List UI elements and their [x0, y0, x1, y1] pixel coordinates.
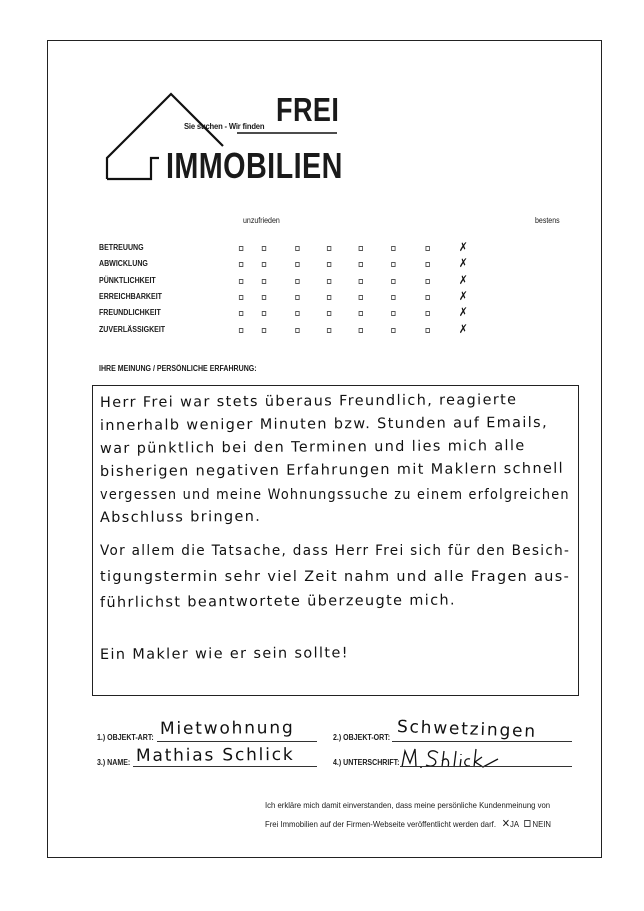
opinion-line: tigungstermin sehr viel Zeit nahm und alle Fragen aus- — [100, 569, 571, 585]
rating-checkbox[interactable] — [391, 295, 395, 300]
rating-checkbox[interactable] — [295, 279, 299, 284]
rating-checkbox[interactable] — [327, 246, 331, 251]
opinion-line: Vor allem die Tatsache, dass Herr Frei sich für den Besich- — [100, 543, 571, 559]
objekt-art-line — [157, 741, 317, 742]
rating-label: ABWICKLUNG — [99, 259, 148, 269]
opinion-label: IHRE MEINUNG / PERSÖNLICHE ERFAHRUNG: — [99, 364, 257, 373]
rating-checkbox[interactable] — [262, 295, 266, 300]
rating-checkbox[interactable] — [262, 279, 266, 284]
objekt-ort-label: 2.) OBJEKT-ORT: — [333, 733, 391, 742]
rating-checkbox[interactable] — [239, 279, 243, 284]
rating-checkbox[interactable] — [359, 262, 363, 267]
logo-word-frei: FREI — [276, 91, 340, 128]
logo-word-immobilien: IMMOBILIEN — [166, 145, 343, 186]
rating-row — [99, 305, 504, 320]
rating-checked-box[interactable]: ✗ — [458, 256, 468, 271]
rating-row — [99, 272, 504, 288]
opinion-line: führlichst beantwortete überzeugte mich. — [99, 592, 457, 611]
rating-checked-box[interactable]: ✗ — [458, 240, 468, 254]
rating-label: ZUVERLÄSSIGKEIT — [99, 324, 166, 334]
rating-checkbox[interactable] — [239, 328, 243, 333]
objekt-ort-value[interactable]: Schwetzingen — [396, 717, 538, 742]
rating-checkbox[interactable] — [239, 246, 243, 251]
rating-label: ERREICHBARKEIT — [99, 291, 162, 301]
rating-checkbox[interactable] — [262, 311, 266, 316]
rating-checked-box[interactable]: ✗ — [458, 305, 468, 320]
rating-checkbox[interactable] — [425, 262, 429, 267]
rating-checkbox[interactable] — [327, 262, 331, 267]
rating-checkbox[interactable] — [391, 246, 395, 251]
rating-checkbox[interactable] — [295, 246, 299, 251]
consent-yes-checkbox[interactable]: ✕ — [501, 817, 511, 830]
rating-checkbox[interactable] — [262, 328, 266, 333]
rating-checkbox[interactable] — [425, 295, 429, 300]
name-line — [133, 766, 317, 767]
rating-row — [99, 256, 504, 271]
rating-row — [99, 321, 504, 337]
opinion-line: bisherigen negativen Erfahrungen mit Maklern schnell — [99, 460, 565, 480]
consent-yes-label: JA — [510, 819, 519, 829]
rating-checkbox[interactable] — [327, 311, 331, 316]
rating-checkbox[interactable] — [425, 246, 429, 251]
rating-checkbox[interactable] — [391, 328, 395, 333]
rating-label: FREUNDLICHKEIT — [99, 308, 161, 318]
rating-checkbox[interactable] — [239, 311, 243, 316]
rating-checked-box[interactable]: ✗ — [458, 321, 468, 336]
rating-checkbox[interactable] — [327, 295, 331, 300]
opinion-line: Ein Makler wie er sein sollte! — [99, 645, 349, 663]
scale-high-label: bestens — [535, 216, 560, 225]
rating-checkbox[interactable] — [327, 328, 331, 333]
objekt-art-value[interactable]: Mietwohnung — [159, 718, 295, 739]
rating-checkbox[interactable] — [391, 262, 395, 267]
opinion-line: innerhalb weniger Minuten bzw. Stunden auf Emails, — [99, 414, 549, 434]
name-value[interactable]: Mathias Schlick — [135, 744, 295, 766]
rating-checkbox[interactable] — [295, 262, 299, 267]
opinion-line: vergessen und meine Wohnungssuche zu einem erfolgreichen — [100, 487, 570, 503]
rating-checkbox[interactable] — [391, 311, 395, 316]
consent-text-line2 — [265, 817, 551, 830]
rating-checked-box[interactable]: ✗ — [458, 288, 468, 303]
scale-low-label: unzufrieden — [243, 216, 280, 225]
rating-checkbox[interactable] — [359, 246, 363, 251]
rating-checkbox[interactable] — [295, 295, 299, 300]
rating-checkbox[interactable] — [425, 279, 429, 284]
rating-checkbox[interactable] — [295, 311, 299, 316]
rating-checkbox[interactable] — [295, 328, 299, 333]
name-label: 3.) NAME: — [97, 758, 131, 767]
logo-tagline: Sie suchen - Wir finden — [184, 121, 265, 131]
rating-label: PÜNKTLICHKEIT — [99, 275, 156, 285]
objekt-art-label: 1.) OBJEKT-ART: — [97, 733, 154, 742]
objekt-ort-line — [392, 741, 572, 742]
consent-no-label: NEIN — [532, 819, 551, 829]
rating-checkbox[interactable] — [425, 311, 429, 316]
rating-checkbox[interactable] — [359, 295, 363, 300]
rating-checked-box[interactable]: ✗ — [458, 272, 468, 287]
rating-checkbox[interactable] — [327, 279, 331, 284]
opinion-line: war pünktlich bei den Terminen und lies mich alle — [99, 438, 526, 457]
rating-checkbox[interactable] — [359, 311, 363, 316]
rating-row — [99, 240, 504, 255]
rating-checkbox[interactable] — [359, 328, 363, 333]
opinion-line: Abschluss bringen. — [99, 508, 262, 526]
signature-label: 4.) UNTERSCHRIFT: — [333, 758, 400, 767]
rating-checkbox[interactable] — [359, 279, 363, 284]
rating-checkbox[interactable] — [239, 262, 243, 267]
signature-line — [400, 766, 572, 767]
rating-checkbox[interactable] — [262, 262, 266, 267]
signature-image — [398, 745, 508, 771]
consent-text-line1: Ich erkläre mich damit einverstanden, dass meine persönliche Kundenmeinung von — [265, 800, 551, 810]
rating-checkbox[interactable] — [391, 279, 395, 284]
consent-text-line2-label: Frei Immobilien auf der Firmen-Webseite veröffentlicht werden darf. — [265, 819, 496, 829]
rating-row — [99, 288, 504, 304]
rating-label: BETREUUNG — [99, 243, 144, 252]
rating-checkbox[interactable] — [239, 295, 243, 300]
opinion-line: Herr Frei war stets überaus Freundlich, reagierte — [99, 392, 518, 411]
rating-checkbox[interactable] — [425, 328, 429, 333]
rating-checkbox[interactable] — [262, 246, 266, 251]
consent-no-checkbox[interactable] — [524, 820, 530, 827]
